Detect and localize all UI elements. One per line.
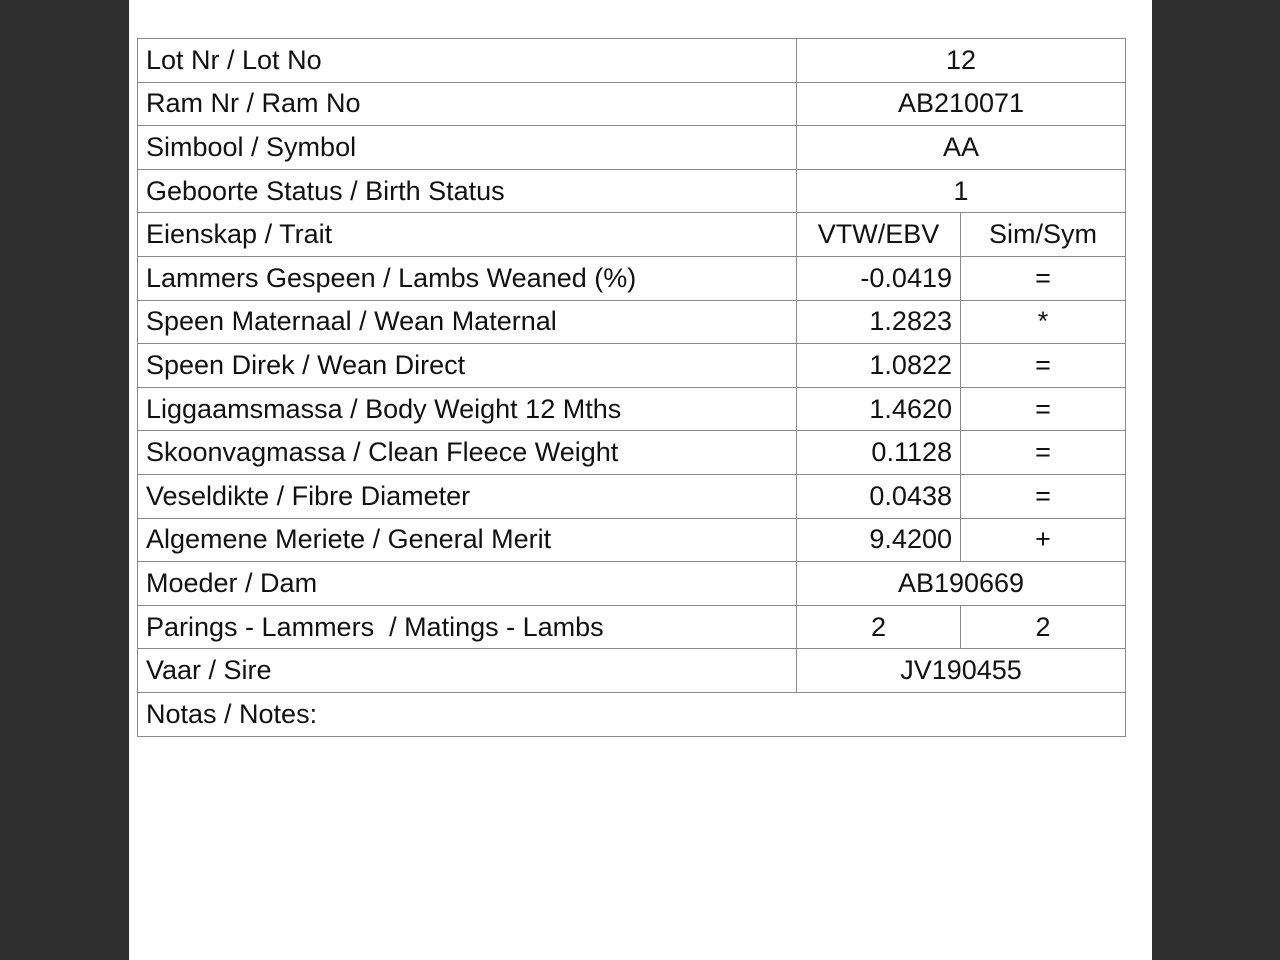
trait-sym: =: [961, 387, 1126, 431]
trait-label: Speen Maternaal / Wean Maternal: [138, 300, 797, 344]
trait-label: Skoonvagmassa / Clean Fleece Weight: [138, 431, 797, 475]
symbol-row: [138, 126, 1126, 170]
trait-ebv: 1.2823: [797, 300, 961, 344]
dam-value: AB190669: [797, 562, 1126, 606]
trait-label: Algemene Meriete / General Merit: [138, 518, 797, 562]
notes-row: [138, 692, 1126, 736]
trait-row: [138, 518, 1126, 562]
trait-ebv: 0.0438: [797, 474, 961, 518]
birth-status-value: 1: [797, 169, 1126, 213]
lot-label: Lot Nr / Lot No: [138, 39, 797, 83]
ram-row: [138, 82, 1126, 126]
trait-label: Liggaamsmassa / Body Weight 12 Mths: [138, 387, 797, 431]
trait-header-label: Eienskap / Trait: [138, 213, 797, 257]
trait-row: [138, 474, 1126, 518]
sym-header: Sim/Sym: [961, 213, 1126, 257]
symbol-label: Simbool / Symbol: [138, 126, 797, 170]
trait-ebv: -0.0419: [797, 256, 961, 300]
trait-row: [138, 256, 1126, 300]
trait-sym: =: [961, 474, 1126, 518]
trait-sym: =: [961, 344, 1126, 388]
lot-value: 12: [797, 39, 1126, 83]
ram-data-table: [137, 38, 1126, 737]
ebv-header: VTW/EBV: [797, 213, 961, 257]
trait-row: [138, 300, 1126, 344]
dam-label: Moeder / Dam: [138, 562, 797, 606]
trait-ebv: 9.4200: [797, 518, 961, 562]
trait-sym: =: [961, 256, 1126, 300]
trait-ebv: 0.1128: [797, 431, 961, 475]
trait-label: Veseldikte / Fibre Diameter: [138, 474, 797, 518]
symbol-value: AA: [797, 126, 1126, 170]
document-page: [129, 0, 1152, 960]
trait-sym: *: [961, 300, 1126, 344]
trait-row: [138, 387, 1126, 431]
lot-row: [138, 39, 1126, 83]
trait-row: [138, 344, 1126, 388]
matings-row: [138, 605, 1126, 649]
birth-status-row: [138, 169, 1126, 213]
matings-value: 2: [797, 605, 961, 649]
lambs-value: 2: [961, 605, 1126, 649]
trait-label: Lammers Gespeen / Lambs Weaned (%): [138, 256, 797, 300]
sire-value: JV190455: [797, 649, 1126, 693]
matings-label: Parings - Lammers / Matings - Lambs: [138, 605, 797, 649]
trait-ebv: 1.0822: [797, 344, 961, 388]
ram-value: AB210071: [797, 82, 1126, 126]
trait-header-row: [138, 213, 1126, 257]
trait-ebv: 1.4620: [797, 387, 961, 431]
trait-sym: =: [961, 431, 1126, 475]
birth-status-label: Geboorte Status / Birth Status: [138, 169, 797, 213]
trait-label: Speen Direk / Wean Direct: [138, 344, 797, 388]
trait-row: [138, 431, 1126, 475]
sire-row: [138, 649, 1126, 693]
dam-row: [138, 562, 1126, 606]
trait-sym: +: [961, 518, 1126, 562]
notes-field: Notas / Notes:: [138, 692, 1126, 736]
ram-label: Ram Nr / Ram No: [138, 82, 797, 126]
sire-label: Vaar / Sire: [138, 649, 797, 693]
